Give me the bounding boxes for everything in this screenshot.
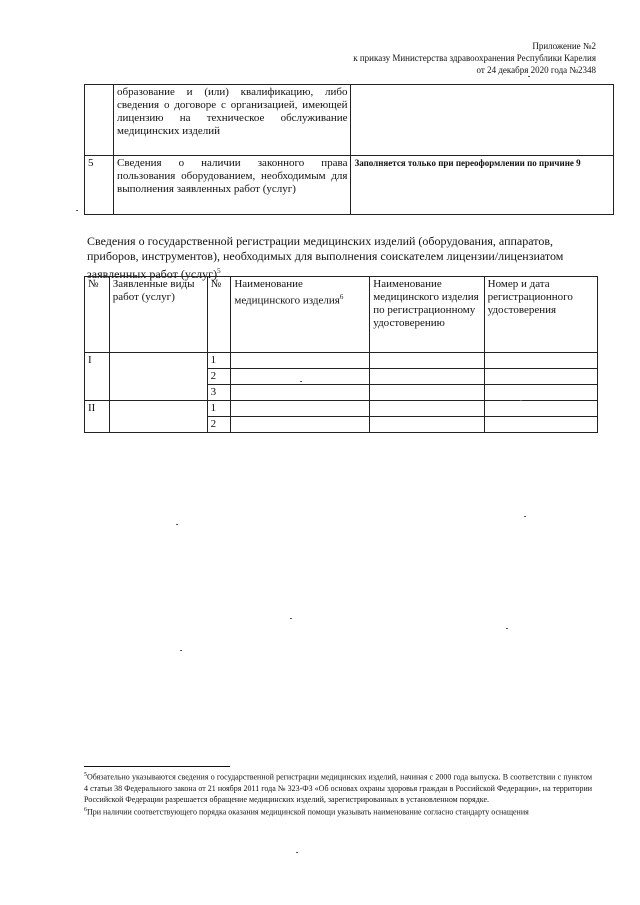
- section-title: [87, 234, 607, 282]
- registered-name-cell: [370, 417, 484, 433]
- table-row: [85, 156, 614, 215]
- scan-speck: [290, 618, 292, 619]
- group-label: I: [85, 353, 110, 401]
- requirements-table: [84, 84, 614, 215]
- footnote-6: [84, 805, 592, 818]
- col-header-device-name-text: Наименование медицинского изделия: [234, 278, 340, 307]
- device-name-cell: [231, 369, 370, 385]
- certificate-cell: [484, 417, 597, 433]
- footnote-5-text: Обязательно указываются сведения о государственной регистрации медицинских изделий, начиная с 2000 года выпуска. В соответствии с пунктом 4 статьи 38 Федерального закона от 21 ноября 2011 года № 323-ФЗ «Об основах охраны здоровья граждан в Российской Федерации», на территории Российской Федерации разрешается обращение медицинских изделий, зарегистрированных в установленном порядке.: [84, 772, 592, 804]
- footnote-divider: [84, 766, 230, 767]
- device-name-cell: [231, 417, 370, 433]
- certificate-cell: [484, 401, 597, 417]
- footnotes: [84, 770, 592, 817]
- table-row: [85, 401, 598, 417]
- item-number: 2: [207, 369, 231, 385]
- col-header-works: Заявленные виды работ (услуг): [109, 277, 207, 353]
- scan-speck: [528, 76, 530, 77]
- item-number: 3: [207, 385, 231, 401]
- document-header: [276, 40, 596, 76]
- table-row: [85, 353, 598, 369]
- table-row: [85, 85, 614, 156]
- scan-speck: [300, 381, 302, 382]
- footnote-ref: 5: [217, 267, 221, 275]
- footnote-ref: 6: [339, 293, 344, 301]
- row-number: 5: [85, 156, 114, 215]
- registration-table: [84, 276, 598, 433]
- scan-speck: [520, 400, 522, 401]
- device-name-cell: [231, 385, 370, 401]
- item-number: 1: [207, 353, 231, 369]
- footnote-5: [84, 770, 592, 805]
- item-number: 1: [207, 401, 231, 417]
- registered-name-cell: [370, 353, 484, 369]
- col-header-registered-name: Наименование медицинского изделия по регистрационному удостоверению: [370, 277, 484, 353]
- registered-name-cell: [370, 369, 484, 385]
- certificate-cell: [484, 385, 597, 401]
- scan-speck: [76, 210, 78, 211]
- row-description: образование и (или) квалификацию, либо сведения о договоре с организацией, имеющей лицензию на техническое обслуживание медицинских изделий: [114, 85, 351, 156]
- section-title-text: Сведения о государственной регистрации медицинских изделий (оборудования, аппаратов, приборов, инструментов), необходимых для выполнения соискателем лицензии/лицензиатом заявленных работ (услуг): [87, 234, 564, 281]
- row-number: [85, 85, 114, 156]
- group-works: [109, 401, 207, 433]
- certificate-cell: [484, 353, 597, 369]
- col-header-device-name: [231, 277, 370, 353]
- device-name-cell: [231, 353, 370, 369]
- device-name-cell: [231, 401, 370, 417]
- group-works: [109, 353, 207, 401]
- footnote-6-text: При наличии соответствующего порядка оказания медицинской помощи указывать наименование согласно стандарту оснащения: [87, 807, 529, 817]
- registered-name-cell: [370, 401, 484, 417]
- table-header-row: [85, 277, 598, 353]
- scan-speck: [180, 650, 182, 651]
- col-header-item-number: №: [207, 277, 231, 353]
- col-header-certificate: Номер и дата регистрационного удостоверения: [484, 277, 597, 353]
- registered-name-cell: [370, 385, 484, 401]
- col-header-number: №: [85, 277, 110, 353]
- row-value: [351, 85, 614, 156]
- footnote-mark: 5: [84, 772, 87, 778]
- group-label: II: [85, 401, 110, 433]
- item-number: 2: [207, 417, 231, 433]
- row-value: Заполняется только при переоформлении по причине 9: [351, 156, 614, 215]
- footnote-mark: 6: [84, 806, 87, 813]
- scan-speck: [506, 628, 508, 629]
- order-date: от 24 декабря 2020 года №2348: [476, 65, 596, 75]
- scan-speck: [524, 516, 526, 517]
- order-reference: к приказу Министерства здравоохранения Республики Карелия: [353, 53, 596, 63]
- appendix-number: Приложение №2: [532, 41, 596, 51]
- scan-speck: [296, 852, 298, 853]
- certificate-cell: [484, 369, 597, 385]
- scan-speck: [176, 524, 178, 525]
- row-description: Сведения о наличии законного права пользования оборудованием, необходимым для выполнения заявленных работ (услуг): [114, 156, 351, 215]
